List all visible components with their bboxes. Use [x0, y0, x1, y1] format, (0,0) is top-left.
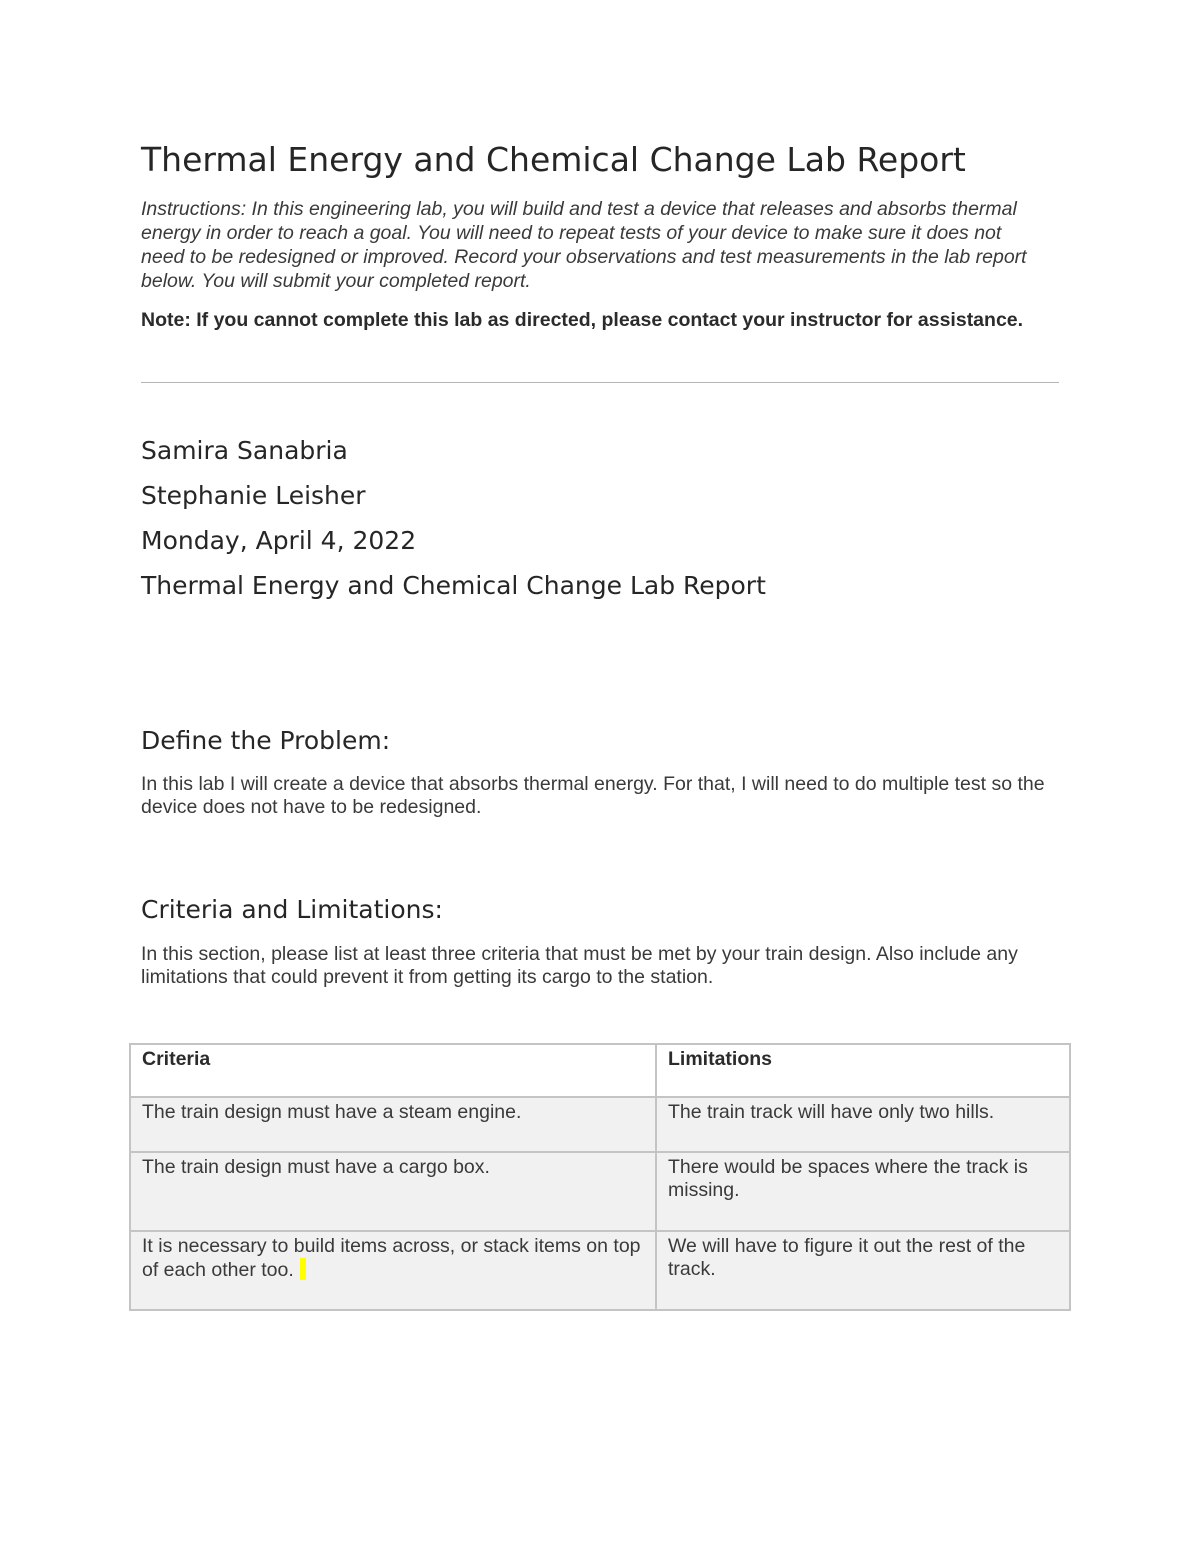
- limitations-cell[interactable]: The train track will have only two hills.: [656, 1097, 1070, 1152]
- criteria-cell[interactable]: The train design must have a cargo box.: [130, 1152, 656, 1231]
- report-date: Monday, April 4, 2022: [141, 526, 417, 555]
- define-problem-text: In this lab I will create a device that absorbs thermal energy. For that, I will need to do multiple test so the device does not have to be redesigned.: [141, 773, 1045, 818]
- table-row: [130, 1097, 1070, 1152]
- limitations-cell[interactable]: We will have to figure it out the rest of the track.: [656, 1231, 1070, 1310]
- horizontal-divider: [141, 382, 1059, 383]
- instructor-name: Stephanie Leisher: [141, 481, 366, 510]
- instructions-text: Instructions: In this engineering lab, you will build and test a device that releases and absorbs thermal energy in order to reach a goal. You will need to repeat tests of your device to make sure it does not need to be redesigned or improved. Record your observations and test measurements in the lab report below. You will submit your completed report.: [141, 198, 1027, 292]
- criteria-heading: Criteria and Limitations:: [141, 895, 443, 924]
- report-title: Thermal Energy and Chemical Change Lab Report: [141, 571, 766, 600]
- table-row: [130, 1231, 1070, 1310]
- criteria-limitations-table: [129, 1043, 1071, 1311]
- define-problem-heading: Define the Problem:: [141, 726, 391, 755]
- criteria-column-header: Criteria: [130, 1044, 656, 1097]
- criteria-cell-text: It is necessary to build items across, or stack items on top of each other too.: [142, 1235, 641, 1281]
- table-row: [130, 1152, 1070, 1231]
- text-cursor-highlight: [300, 1258, 306, 1280]
- criteria-intro-text: In this section, please list at least three criteria that must be met by your train design. Also include any limitations that could prevent it from getting its cargo to the station.: [141, 943, 1018, 988]
- note-text: Note: If you cannot complete this lab as directed, please contact your instructor for assistance.: [141, 309, 1024, 331]
- limitations-cell[interactable]: There would be spaces where the track is missing.: [656, 1152, 1070, 1231]
- document-title: Thermal Energy and Chemical Change Lab Report: [141, 140, 966, 179]
- student-name: Samira Sanabria: [141, 436, 348, 465]
- criteria-cell[interactable]: The train design must have a steam engine.: [130, 1097, 656, 1152]
- criteria-cell[interactable]: [130, 1231, 656, 1310]
- limitations-column-header: Limitations: [656, 1044, 1070, 1097]
- table-header-row: [130, 1044, 1070, 1097]
